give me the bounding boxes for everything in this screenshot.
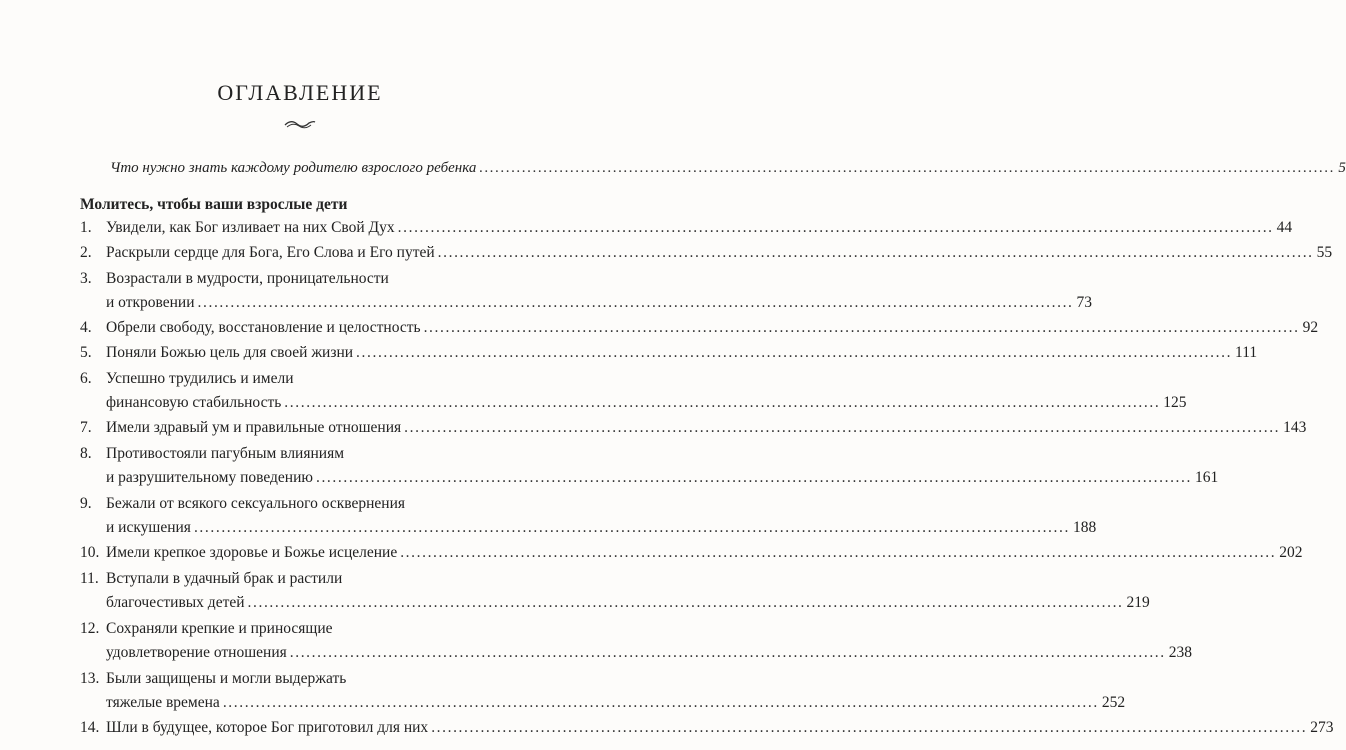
entry-title: финансовую стабильность — [106, 394, 282, 411]
leader-dots — [313, 466, 1192, 490]
toc-entry[interactable] — [80, 541, 1303, 565]
entry-page: 73 — [1076, 294, 1093, 311]
ornament-icon — [0, 118, 600, 130]
section-heading: Молитесь, чтобы ваши взрослые дети — [80, 196, 348, 213]
entry-number: 4. — [80, 319, 92, 336]
entry-title: Успешно трудились и имели — [106, 370, 294, 387]
toc-entry[interactable] — [80, 267, 1093, 315]
entry-number: 8. — [80, 445, 92, 462]
entry-page: 202 — [1279, 544, 1303, 561]
leader-dots — [428, 716, 1307, 740]
entry-number: 1. — [80, 219, 92, 236]
entry-page: 273 — [1310, 719, 1334, 736]
entry-page: 238 — [1168, 644, 1192, 661]
entry-title: Сохраняли крепкие и приносящие — [106, 620, 333, 637]
entry-title: и откровении — [106, 294, 195, 311]
toc-entry[interactable] — [80, 316, 1319, 340]
entry-page: 252 — [1101, 694, 1126, 711]
entry-page: 111 — [1235, 344, 1258, 361]
toc-entry[interactable] — [80, 667, 1126, 715]
leader-dots — [245, 591, 1124, 615]
toc-entry[interactable] — [80, 567, 1150, 615]
entry-number: 14. — [80, 719, 100, 736]
entry-title: Вступали в удачный брак и растили — [106, 570, 343, 587]
leader-dots — [395, 216, 1274, 240]
toc-entry[interactable] — [80, 416, 1307, 440]
entry-title: Были защищены и могли выдержать — [106, 670, 347, 687]
leader-dots — [195, 291, 1074, 315]
entry-number: 6. — [80, 370, 92, 387]
leader-dots — [397, 541, 1276, 565]
toc-list — [80, 215, 1334, 740]
entry-title: Бежали от всякого сексуального осквернения — [106, 495, 406, 512]
entry-title: Имели здравый ум и правильные отношения — [106, 419, 402, 436]
entry-number: 13. — [80, 670, 100, 687]
entry-title: Шли в будущее, которое Бог приготовил для них — [106, 719, 429, 736]
leader-dots — [287, 641, 1166, 665]
toc-entry[interactable] — [80, 492, 1097, 540]
toc-entry[interactable] — [80, 716, 1334, 740]
leader-dots — [191, 516, 1070, 540]
leader-dots — [476, 160, 1335, 177]
toc-entry[interactable] — [80, 617, 1192, 665]
leader-dots — [401, 416, 1280, 440]
entry-page: 92 — [1302, 319, 1319, 336]
entry-number: 2. — [80, 244, 92, 261]
leader-dots — [220, 691, 1099, 715]
entry-title: Возрастали в мудрости, проницательности — [106, 270, 389, 287]
entry-number: 3. — [80, 270, 92, 287]
entry-page: 44 — [1276, 219, 1293, 236]
leader-dots — [353, 341, 1232, 365]
entry-title: благочестивых детей — [106, 594, 245, 611]
page-title: ОГЛАВЛЕНИЕ — [217, 80, 383, 105]
entry-title: удовлетворение отношения — [106, 644, 287, 661]
toc-entry[interactable] — [80, 216, 1293, 240]
entry-page: 125 — [1163, 394, 1187, 411]
entry-number: 11. — [80, 570, 99, 587]
toc-entry[interactable] — [80, 367, 1187, 415]
entry-page: 219 — [1126, 594, 1150, 611]
entry-page: 143 — [1283, 419, 1307, 436]
leader-dots — [281, 391, 1160, 415]
toc-entry[interactable] — [80, 442, 1219, 490]
intro-entry[interactable] — [110, 160, 1346, 177]
entry-number: 9. — [80, 495, 92, 512]
entry-number: 10. — [80, 544, 100, 561]
entry-title: и искушения — [106, 519, 191, 536]
entry-title: Обрели свободу, восстановление и целостность — [106, 319, 421, 336]
toc-entry[interactable] — [80, 341, 1258, 365]
entry-title: Увидели, как Бог изливает на них Свой Дух — [106, 219, 395, 236]
entry-title: тяжелые времена — [106, 694, 220, 711]
entry-number: 7. — [80, 419, 92, 436]
entry-number: 12. — [80, 620, 100, 637]
entry-page: 55 — [1316, 244, 1333, 261]
intro-text: Что нужно знать каждому родителю взрослого ребенка — [110, 160, 477, 176]
entry-page: 161 — [1194, 469, 1219, 486]
entry-title: Поняли Божью цель для своей жизни — [106, 344, 354, 361]
entry-page: 188 — [1072, 519, 1097, 536]
entry-title: и разрушительному поведению — [106, 469, 313, 486]
leader-dots — [421, 316, 1300, 340]
entry-title: Раскрыли сердце для Бога, Его Слова и Его путей — [106, 244, 435, 261]
entry-title: Имели крепкое здоровье и Божье исцеление — [106, 544, 398, 561]
entry-number: 5. — [80, 344, 92, 361]
intro-page: 5 — [1338, 160, 1346, 176]
entry-title: Противостояли пагубным влияниям — [106, 445, 345, 462]
leader-dots — [435, 241, 1314, 265]
toc-entry[interactable] — [80, 241, 1333, 265]
